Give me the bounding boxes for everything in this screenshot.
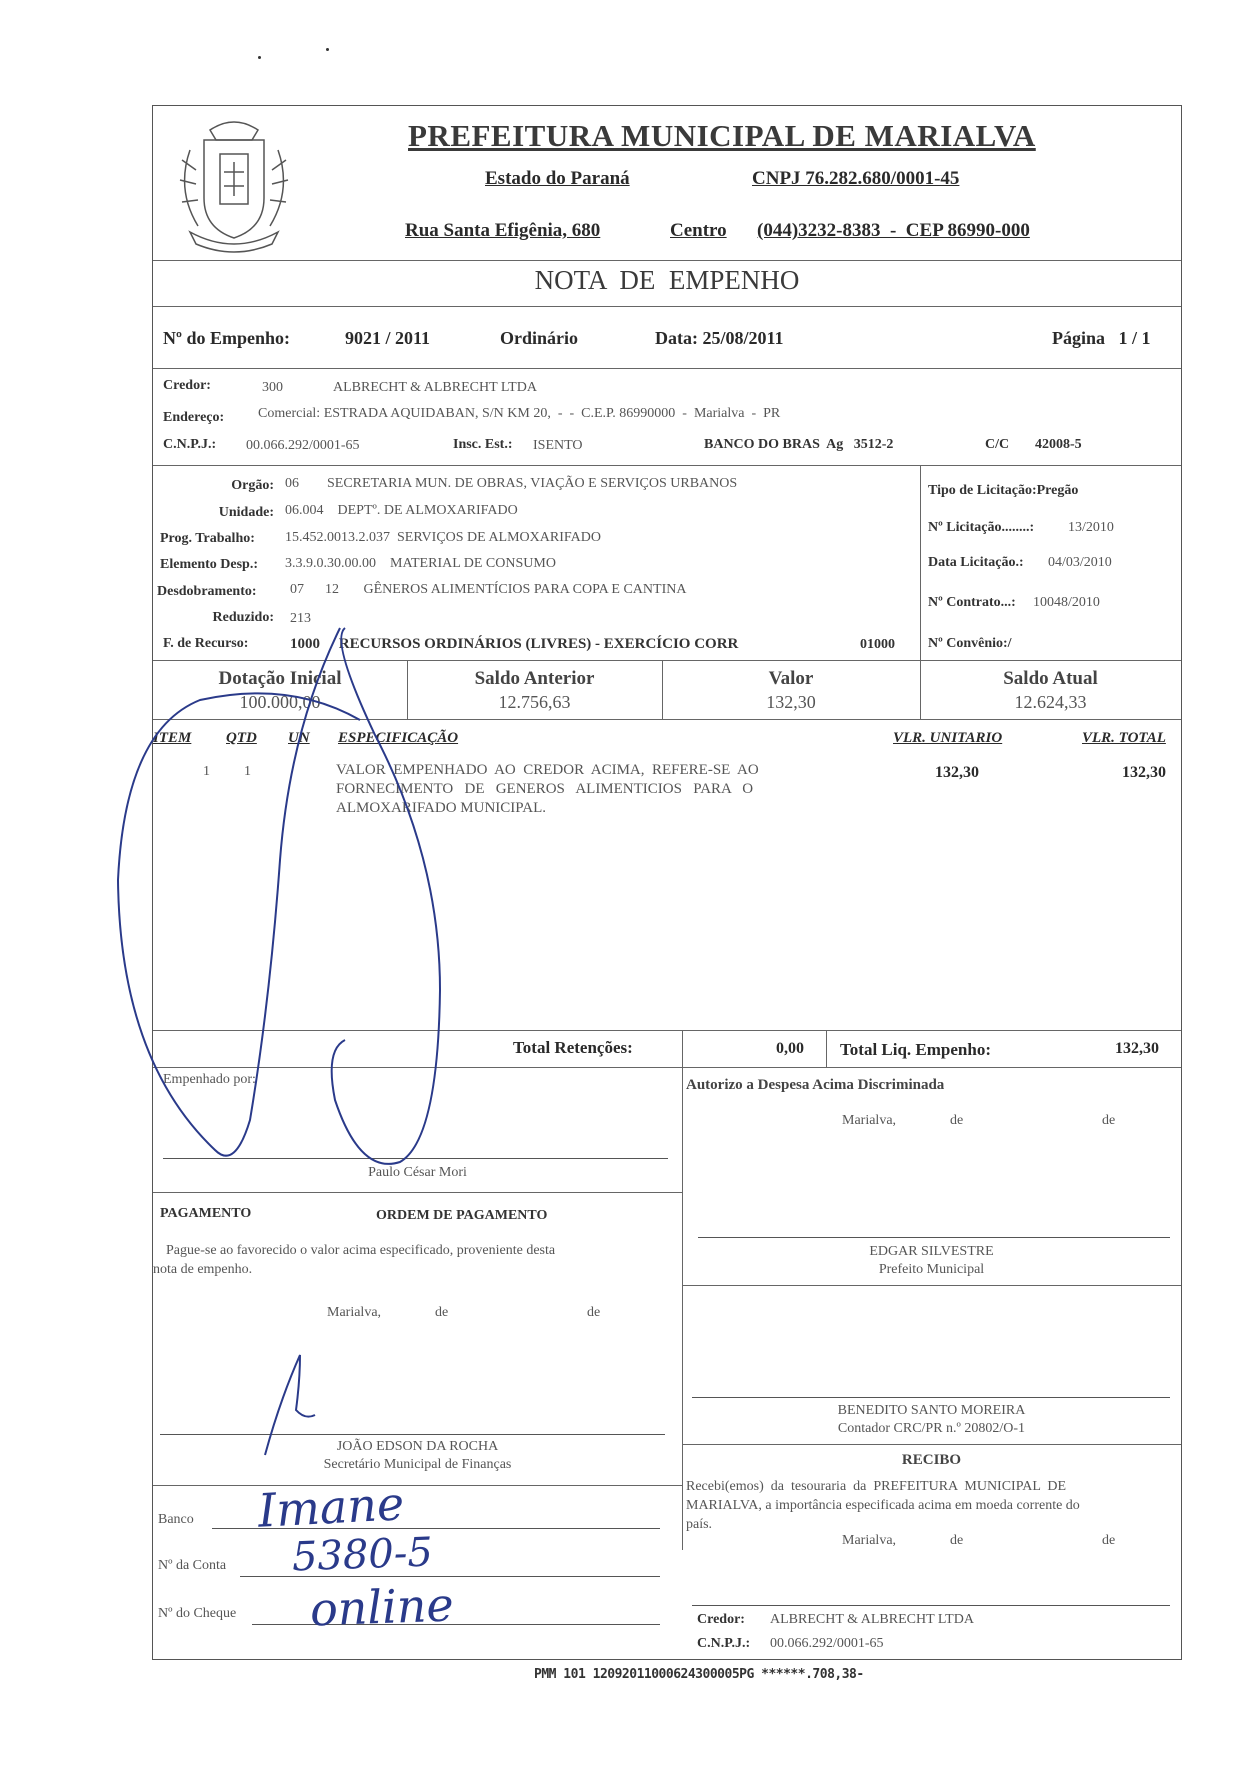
recibo-credor-label: Credor: [697,1612,745,1627]
autorizo-de: de [950,1113,964,1128]
banco-handwritten: Imane [256,1476,406,1538]
empenhado-label: Empenhado por: [163,1072,256,1087]
empenho-number: 9021 / 2011 [345,328,431,348]
page-indicator: Página 1 / 1 [1052,328,1151,348]
insc-label: Insc. Est.: [453,437,513,452]
recibo-text: MARIALVA, a importância especificada acima em moeda corrente do [686,1498,1080,1513]
col-un-header: UN [288,730,310,746]
pagamento-de: de [435,1305,449,1320]
recibo-credor: ALBRECHT & ALBRECHT LTDA [770,1612,974,1627]
insc-value: ISENTO [533,438,583,453]
saldo-anterior-value: 12.756,63 [498,692,571,712]
secretario-cargo: Secretário Municipal de Finanças [323,1457,512,1472]
header-district: Centro [670,220,727,241]
header-title: PREFEITURA MUNICIPAL DE MARIALVA [408,118,1036,153]
contrato-value: 10048/2010 [1033,595,1100,610]
valor-value: 132,30 [766,692,816,712]
data-licitacao-label: Data Licitação.: [928,555,1024,570]
desdobramento-value: 07 12 GÊNEROS ALIMENTÍCIOS PARA COPA E CANTINA [290,582,687,597]
empenhado-nome: Paulo César Mori [368,1165,467,1180]
convenio-label: Nº Convênio:/ [928,636,1012,651]
recibo-cnpj-label: C.N.P.J.: [697,1636,751,1651]
header-cnpj: CNPJ 76.282.680/0001-45 [752,168,960,189]
desdobramento-label: Desdobramento: [157,584,257,599]
saldo-anterior-label: Saldo Anterior [474,668,595,689]
doc-title: NOTA DE EMPENHO [534,265,800,295]
item-total-value: 132,30 [1122,764,1166,781]
credor-label: Credor: [163,378,211,393]
prog-value: 15.452.0013.2.037 SERVIÇOS DE ALMOXARIFADO [285,530,601,545]
unidade-label: Unidade: [218,505,274,520]
cnpj-label: C.N.P.J.: [163,437,217,452]
pagamento-text: nota de empenho. [153,1262,253,1277]
col-qtd-header: QTD [226,730,257,746]
credor-bank: BANCO DO BRAS Ag 3512-2 [704,437,894,452]
licitacao-value: 13/2010 [1068,520,1114,535]
prefeito-nome: EDGAR SILVESTRE [869,1244,994,1259]
endereco-label: Endereço: [163,410,225,425]
recurso-value: 1000 RECURSOS ORDINÁRIOS (LIVRES) - EXERCÍCIO CORR [290,636,739,652]
cc-label: C/C [985,437,1010,452]
prefeito-cargo: Prefeito Municipal [878,1262,985,1277]
recibo-cnpj: 00.066.292/0001-65 [770,1636,884,1651]
secretario-nome: JOÃO EDSON DA ROCHA [336,1439,499,1454]
liquido-value: 132,30 [1115,1040,1159,1057]
item-number: 1 [203,764,210,779]
autorizo-title: Autorizo a Despesa Acima Discriminada [686,1077,945,1093]
dotacao-label: Dotação Inicial [218,668,342,689]
contador-nome: BENEDITO SANTO MOREIRA [837,1403,1026,1418]
recibo-de: de [1102,1533,1116,1548]
coat-of-arms-icon [160,110,308,255]
ordem-pagamento-label: ORDEM DE PAGAMENTO [376,1208,548,1223]
licitacao-label: Nº Licitação........: [928,520,1035,535]
banco-label: Banco [158,1512,194,1527]
col-espec-header: ESPECIFICAÇÃO [338,730,459,746]
recibo-text: Recebi(emos) da tesouraria da PREFEITURA MUNICIPAL DE [686,1479,1067,1494]
empenho-date: Data: 25/08/2011 [655,328,784,348]
item-espec-line: FORNECIMENTO DE GENEROS ALIMENTICIOS PARA O [336,781,754,797]
pagamento-label: PAGAMENTO [160,1206,252,1221]
dotacao-value: 100.000,00 [239,692,321,712]
pagamento-local: Marialva, [327,1305,382,1320]
elemento-label: Elemento Desp.: [160,557,258,572]
recurso-code: 01000 [860,637,895,652]
retencoes-value: 0,00 [776,1040,804,1057]
col-total-header: VLR. TOTAL [1082,730,1166,746]
recibo-de: de [950,1533,964,1548]
orgao-label: Orgão: [231,478,274,493]
item-espec-line: VALOR EMPENHADO AO CREDOR ACIMA, REFERE-SE AO [336,762,759,778]
valor-label: Valor [768,668,814,689]
reduzido-label: Reduzido: [212,610,274,625]
elemento-value: 3.3.9.0.30.00.00 MATERIAL DE CONSUMO [285,556,556,571]
credor-cnpj: 00.066.292/0001-65 [246,438,360,453]
unidade-value: 06.004 DEPTº. DE ALMOXARIFADO [285,503,518,518]
speck [258,56,261,59]
retencoes-label: Total Retenções: [513,1038,633,1057]
prog-label: Prog. Trabalho: [160,531,255,546]
item-unit-value: 132,30 [935,764,979,781]
recibo-text: país. [686,1517,713,1532]
empenho-type: Ordinário [500,328,579,348]
cc-value: 42008-5 [1035,437,1082,452]
pagamento-de: de [587,1305,601,1320]
credor-code: 300 [262,380,283,395]
item-qtd: 1 [244,764,251,779]
empenho-number-label: Nº do Empenho: [163,328,290,348]
header-state: Estado do Paraná [485,168,630,189]
header-phone-cep: (044)3232-8383 - CEP 86990-000 [757,220,1030,241]
tipo-licitacao: Tipo de Licitação:Pregão [928,483,1079,498]
col-unit-header: VLR. UNITARIO [893,730,1003,746]
speck [326,48,329,51]
data-licitacao-value: 04/03/2010 [1048,555,1112,570]
liquido-label: Total Liq. Empenho: [840,1040,991,1059]
contador-cargo: Contador CRC/PR n.º 20802/O-1 [837,1421,1026,1436]
saldo-atual-label: Saldo Atual [1003,668,1098,689]
credor-address: Comercial: ESTRADA AQUIDABAN, S/N KM 20, - - C.E.P. 86990000 - Marialva - PR [258,406,781,421]
credor-name: ALBRECHT & ALBRECHT LTDA [333,380,537,395]
autorizo-de: de [1102,1113,1116,1128]
conta-label: Nº da Conta [158,1558,227,1573]
col-item-header: ITEM [153,730,192,746]
pagamento-text: Pague-se ao favorecido o valor acima especificado, proveniente desta [166,1243,556,1258]
recibo-title: RECIBO [901,1452,962,1468]
footer-code: PMM 101 12092011000624300005PG ******.708,38- [534,1667,864,1682]
recurso-label: F. de Recurso: [163,636,249,651]
orgao-value: 06 SECRETARIA MUN. DE OBRAS, VIAÇÃO E SERVIÇOS URBANOS [285,476,738,491]
reduzido-value: 213 [290,611,311,626]
item-espec-line: ALMOXARIFADO MUNICIPAL. [336,800,547,816]
header-address: Rua Santa Efigênia, 680 [405,220,601,241]
conta-handwritten: 5380-5 [291,1529,434,1581]
cheque-handwritten: online [309,1577,455,1637]
contrato-label: Nº Contrato...: [928,595,1016,610]
autorizo-local: Marialva, [842,1113,897,1128]
cheque-label: Nº do Cheque [158,1606,237,1621]
saldo-atual-value: 12.624,33 [1014,692,1087,712]
recibo-local: Marialva, [842,1533,897,1548]
